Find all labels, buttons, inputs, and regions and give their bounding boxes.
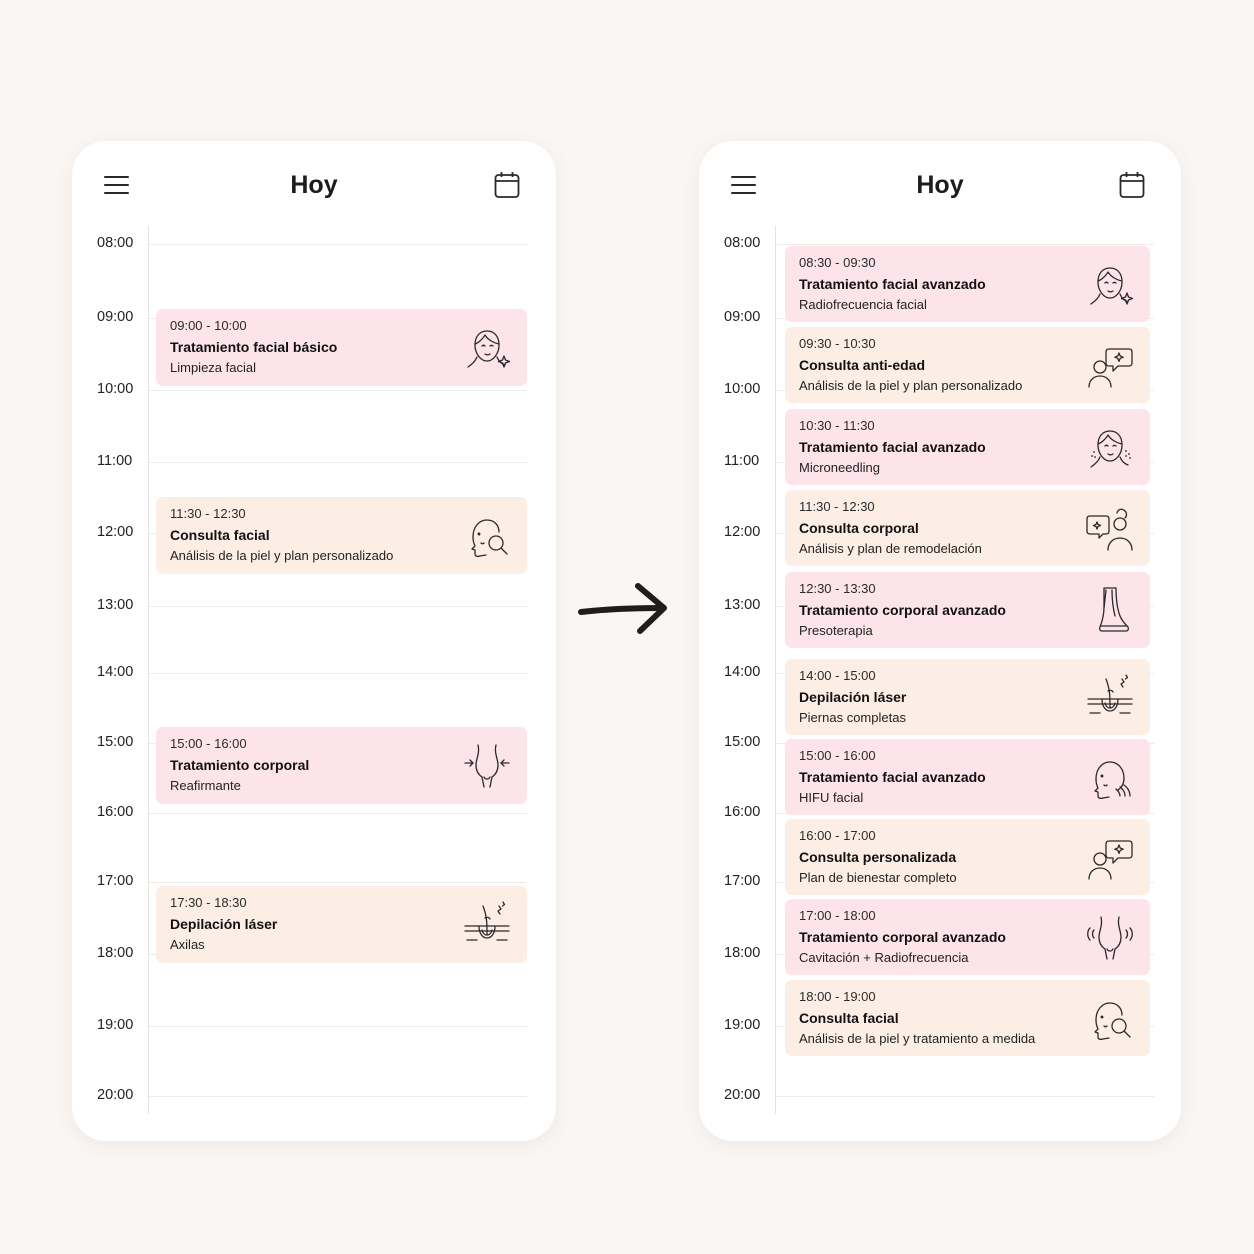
appointment-card[interactable] bbox=[156, 727, 527, 804]
appointment-card[interactable] bbox=[785, 739, 1150, 815]
person-chat-icon bbox=[1082, 337, 1138, 393]
timeline-axis bbox=[775, 226, 776, 1114]
hour-label: 16:00 bbox=[97, 804, 134, 820]
appointment-time: 14:00 - 15:00 bbox=[799, 668, 876, 683]
appointment-time: 15:00 - 16:00 bbox=[799, 748, 876, 763]
hour-gridline bbox=[149, 813, 527, 814]
hour-gridline bbox=[149, 606, 527, 607]
appointment-card[interactable] bbox=[785, 409, 1150, 485]
hour-label: 18:00 bbox=[97, 945, 134, 961]
appointment-subtitle: Axilas bbox=[170, 937, 205, 952]
calendar-icon[interactable] bbox=[1119, 171, 1145, 199]
appointment-time: 12:30 - 13:30 bbox=[799, 581, 876, 596]
appointment-subtitle: Radiofrecuencia facial bbox=[799, 297, 927, 312]
appointment-title: Tratamiento corporal avanzado bbox=[799, 602, 1006, 618]
appointment-title: Tratamiento facial básico bbox=[170, 339, 338, 355]
hour-gridline bbox=[149, 1096, 527, 1097]
arrow-right-icon bbox=[576, 580, 672, 638]
appointment-time: 16:00 - 17:00 bbox=[799, 828, 876, 843]
hour-label: 14:00 bbox=[97, 664, 134, 680]
hour-label: 15:00 bbox=[97, 734, 134, 750]
hour-label: 15:00 bbox=[724, 734, 761, 750]
appointment-subtitle: Análisis y plan de remodelación bbox=[799, 541, 982, 556]
hour-label: 14:00 bbox=[724, 664, 761, 680]
appointment-card[interactable] bbox=[785, 819, 1150, 895]
hour-label: 09:00 bbox=[724, 309, 761, 325]
appointment-time: 09:00 - 10:00 bbox=[170, 318, 247, 333]
hour-gridline bbox=[776, 244, 1154, 245]
hour-gridline bbox=[149, 1026, 527, 1027]
appointment-time: 18:00 - 19:00 bbox=[799, 989, 876, 1004]
hour-label: 09:00 bbox=[97, 309, 134, 325]
hour-label: 19:00 bbox=[724, 1017, 761, 1033]
face-magnifier-icon bbox=[1082, 990, 1138, 1046]
appointment-title: Depilación láser bbox=[170, 916, 278, 932]
leg-boot-icon bbox=[1082, 582, 1138, 638]
hour-label: 11:00 bbox=[97, 453, 133, 469]
appointment-subtitle: Análisis de la piel y plan personalizado bbox=[799, 378, 1023, 393]
hour-label: 20:00 bbox=[724, 1087, 761, 1103]
appointment-card[interactable] bbox=[785, 490, 1150, 566]
hour-label: 08:00 bbox=[724, 235, 761, 251]
appointment-title: Tratamiento facial avanzado bbox=[799, 276, 986, 292]
appointment-time: 10:30 - 11:30 bbox=[799, 418, 875, 433]
face-waves-icon bbox=[1082, 749, 1138, 805]
hour-gridline bbox=[149, 390, 527, 391]
appointment-title: Consulta facial bbox=[170, 527, 270, 543]
appointment-card[interactable] bbox=[156, 886, 527, 963]
page-title: Hoy bbox=[290, 171, 338, 199]
hour-label: 13:00 bbox=[97, 597, 134, 613]
face-magnifier-icon bbox=[459, 507, 515, 563]
hour-label: 20:00 bbox=[97, 1087, 134, 1103]
face-sparkle-icon bbox=[1082, 256, 1138, 312]
hour-label: 11:00 bbox=[724, 453, 760, 469]
appointment-time: 08:30 - 09:30 bbox=[799, 255, 876, 270]
appointment-subtitle: Presoterapia bbox=[799, 623, 873, 638]
appointment-time: 15:00 - 16:00 bbox=[170, 736, 247, 751]
appointment-time: 17:00 - 18:00 bbox=[799, 908, 876, 923]
appointment-subtitle: Cavitación + Radiofrecuencia bbox=[799, 950, 969, 965]
face-dots-icon bbox=[1082, 419, 1138, 475]
appointment-time: 17:30 - 18:30 bbox=[170, 895, 247, 910]
appointment-card[interactable] bbox=[156, 497, 527, 574]
appointment-time: 11:30 - 12:30 bbox=[170, 506, 246, 521]
appointment-title: Tratamiento corporal bbox=[170, 757, 310, 773]
hour-label: 10:00 bbox=[724, 381, 761, 397]
calendar-icon[interactable] bbox=[494, 171, 520, 199]
appointment-subtitle: Microneedling bbox=[799, 460, 880, 475]
appointment-subtitle: Limpieza facial bbox=[170, 360, 256, 375]
hour-label: 08:00 bbox=[97, 235, 134, 251]
appointment-time: 09:30 - 10:30 bbox=[799, 336, 876, 351]
body-chat-icon bbox=[1082, 500, 1138, 556]
appointment-subtitle: Piernas completas bbox=[799, 710, 906, 725]
timeline-axis bbox=[148, 226, 149, 1114]
appointment-title: Tratamiento facial avanzado bbox=[799, 769, 986, 785]
appointment-card[interactable] bbox=[785, 659, 1150, 735]
face-sparkle-icon bbox=[459, 319, 515, 375]
page-title: Hoy bbox=[916, 171, 964, 199]
hair-follicle-icon bbox=[1082, 669, 1138, 725]
appointment-title: Depilación láser bbox=[799, 689, 907, 705]
appointment-card[interactable] bbox=[785, 246, 1150, 322]
hour-gridline bbox=[149, 673, 527, 674]
appointment-time: 11:30 - 12:30 bbox=[799, 499, 875, 514]
hour-gridline bbox=[149, 882, 527, 883]
appointment-card[interactable] bbox=[156, 309, 527, 386]
appointment-title: Consulta anti-edad bbox=[799, 357, 926, 373]
appointment-subtitle: HIFU facial bbox=[799, 790, 864, 805]
person-chat-icon bbox=[1082, 829, 1138, 885]
hair-follicle-icon bbox=[459, 896, 515, 952]
appointment-subtitle: Análisis de la piel y plan personalizado bbox=[170, 548, 394, 563]
appointment-subtitle: Análisis de la piel y tratamiento a medida bbox=[799, 1031, 1036, 1046]
appointment-subtitle: Plan de bienestar completo bbox=[799, 870, 957, 885]
phone-screen-after bbox=[699, 141, 1181, 1141]
appointment-subtitle: Reafirmante bbox=[170, 778, 241, 793]
hour-label: 17:00 bbox=[97, 873, 134, 889]
appointment-title: Consulta facial bbox=[799, 1010, 899, 1026]
hour-gridline bbox=[776, 1096, 1154, 1097]
appointment-title: Tratamiento facial avanzado bbox=[799, 439, 986, 455]
hour-gridline bbox=[149, 462, 527, 463]
waist-arrows-icon bbox=[459, 737, 515, 793]
hour-label: 16:00 bbox=[724, 804, 761, 820]
hour-label: 12:00 bbox=[724, 524, 761, 540]
hour-label: 13:00 bbox=[724, 597, 761, 613]
hour-gridline bbox=[149, 244, 527, 245]
appointment-card[interactable] bbox=[785, 327, 1150, 403]
appointment-title: Consulta corporal bbox=[799, 520, 919, 536]
hour-label: 10:00 bbox=[97, 381, 134, 397]
hour-label: 19:00 bbox=[97, 1017, 134, 1033]
hour-label: 17:00 bbox=[724, 873, 761, 889]
hour-label: 18:00 bbox=[724, 945, 761, 961]
phone-screen-before bbox=[72, 141, 556, 1141]
appointment-title: Consulta personalizada bbox=[799, 849, 957, 865]
hour-label: 12:00 bbox=[97, 524, 134, 540]
appointment-card[interactable] bbox=[785, 980, 1150, 1056]
appointment-title: Tratamiento corporal avanzado bbox=[799, 929, 1006, 945]
appointment-card[interactable] bbox=[785, 899, 1150, 975]
waist-waves-icon bbox=[1082, 909, 1138, 965]
appointment-card[interactable] bbox=[785, 572, 1150, 648]
